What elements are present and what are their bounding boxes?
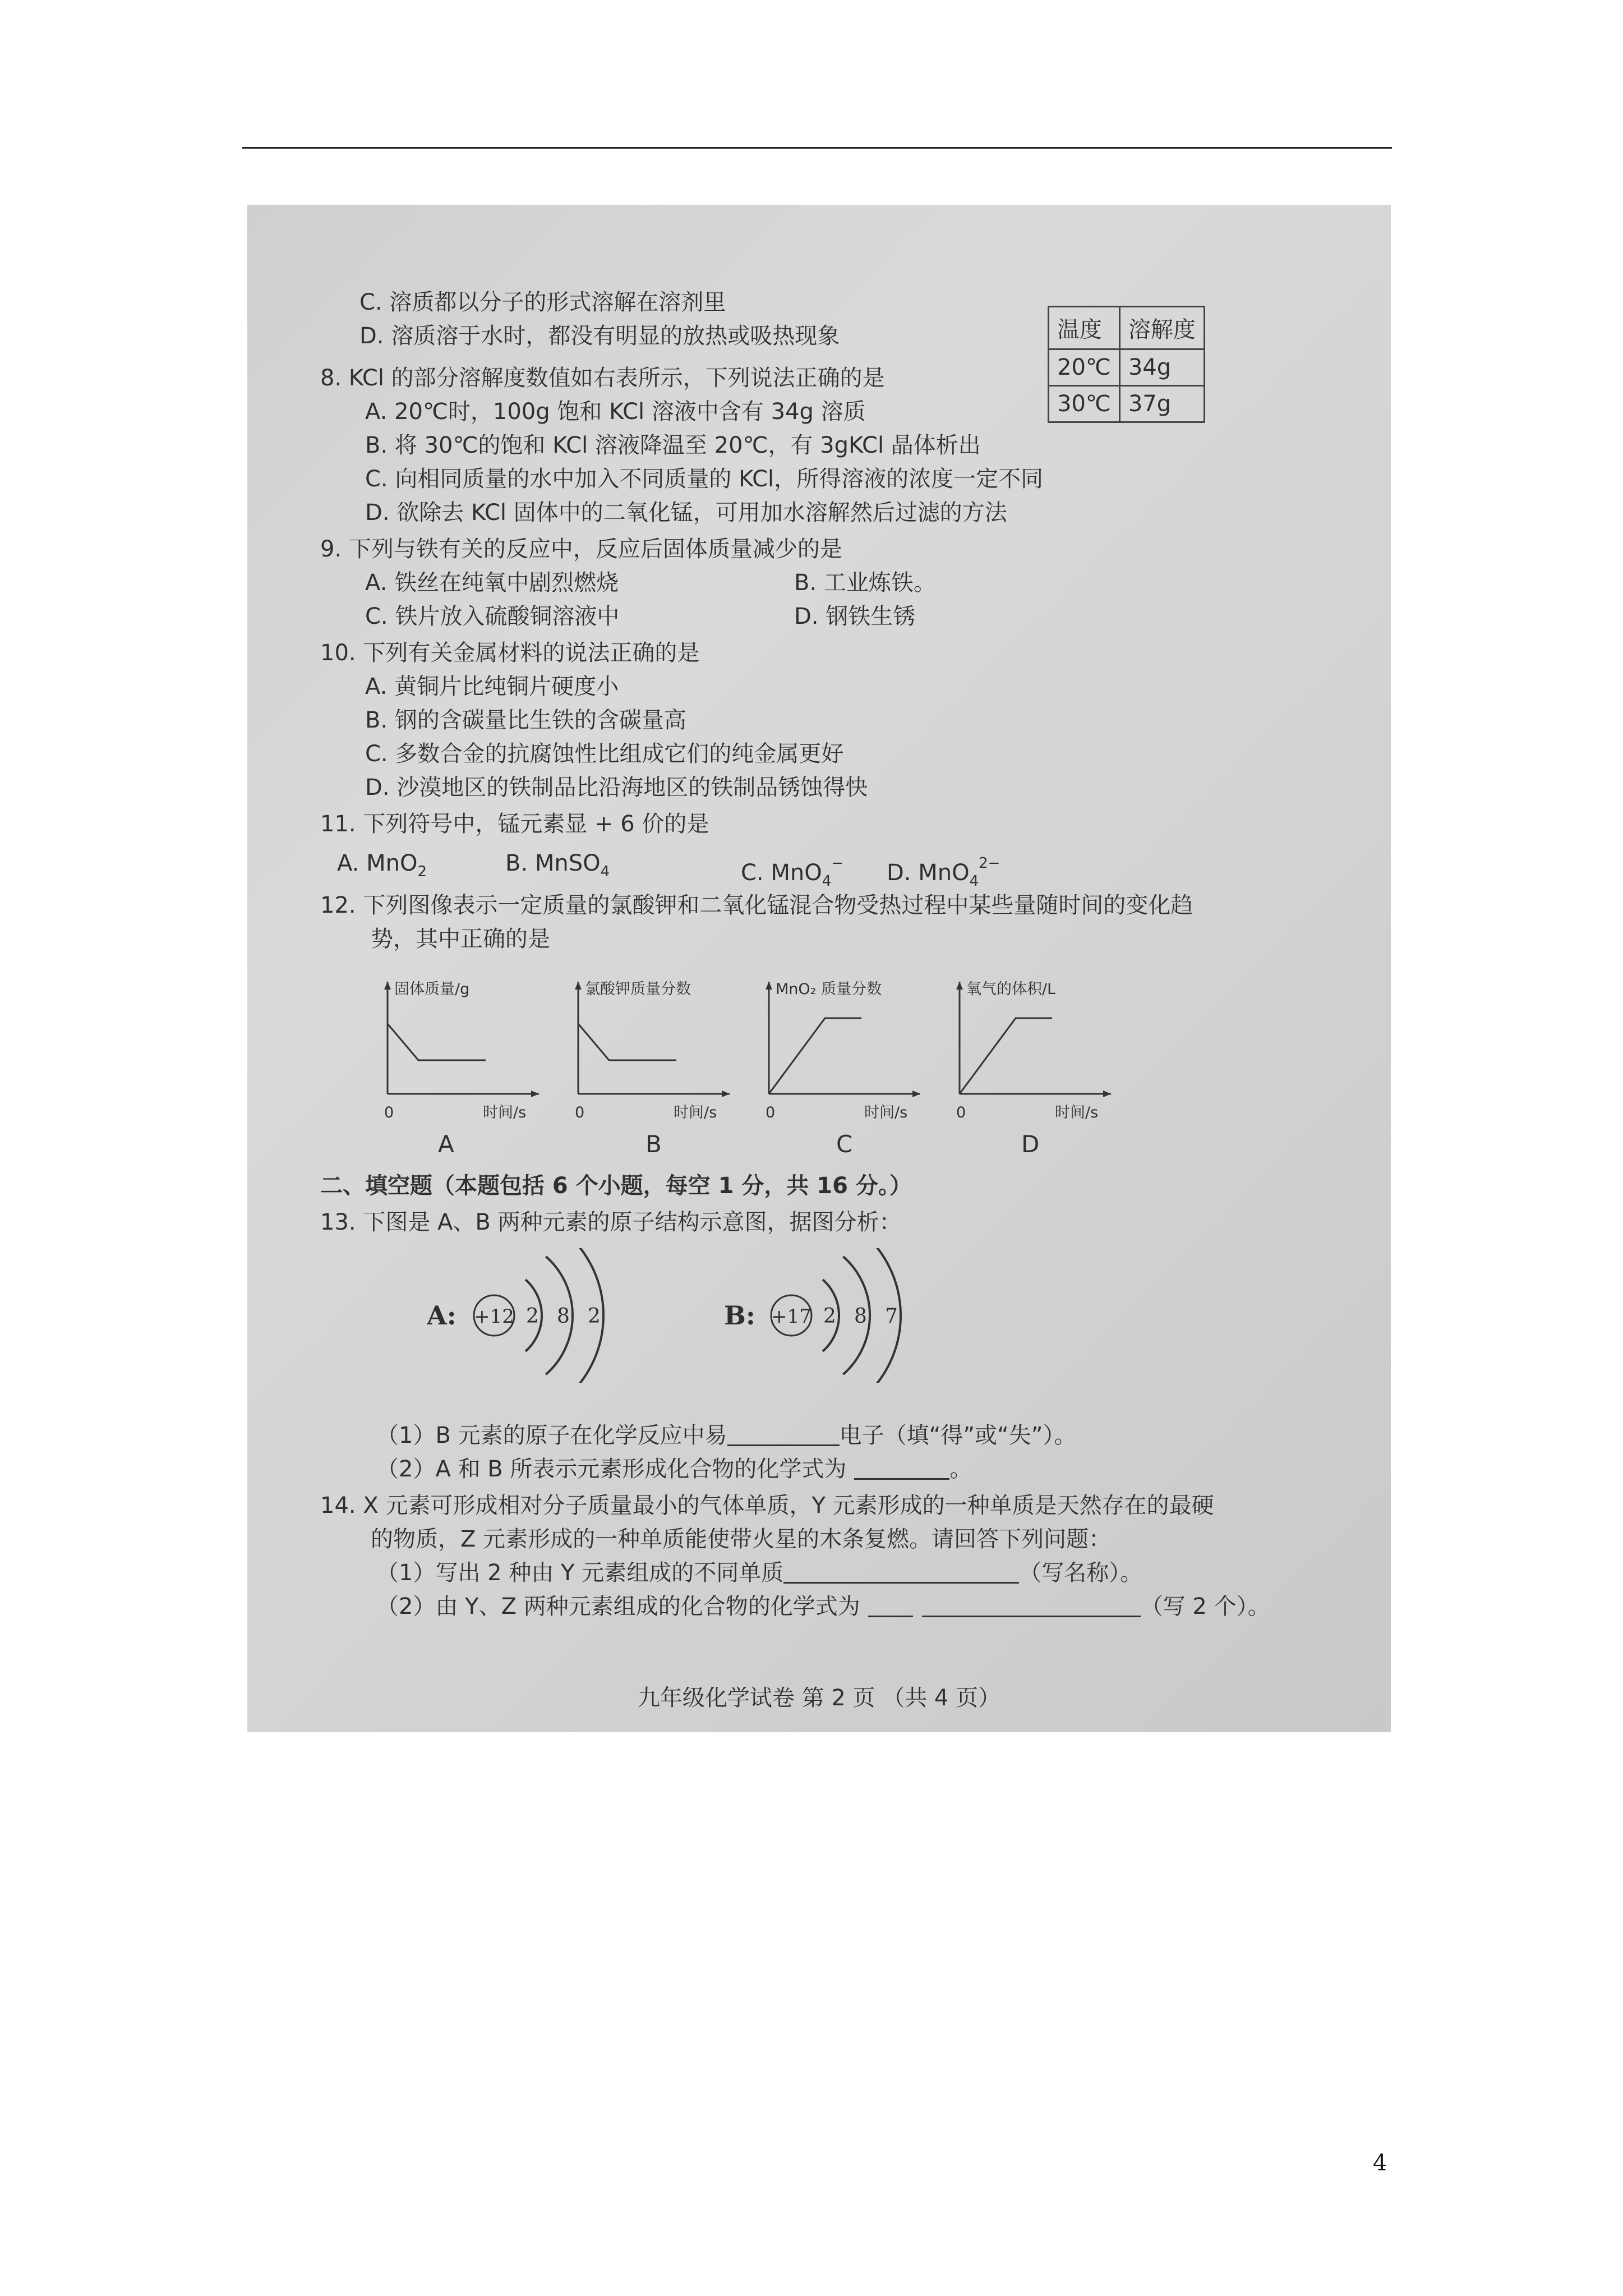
x-axis-arrow	[722, 1091, 730, 1097]
shell-electron-count: 2	[526, 1305, 539, 1328]
table-cell: 37g	[1119, 386, 1204, 422]
atom-label: A:	[427, 1300, 457, 1331]
q9-stem: 9. 下列与铁有关的反应中，反应后固体质量减少的是	[320, 536, 842, 562]
origin-label: 0	[956, 1104, 966, 1121]
q7-option-c: C. 溶质都以分子的形式溶解在溶剂里	[359, 289, 726, 315]
kcl-solubility-table	[1048, 306, 1205, 423]
table-cell: 20℃	[1049, 349, 1120, 386]
q14-stem-2: 的物质，Z 元素形成的一种单质能使带火星的木条复燃。请回答下列问题：	[371, 1526, 1112, 1552]
q11-c-text: C. MnO	[741, 860, 822, 886]
q12-stem-1: 12. 下列图像表示一定质量的氯酸钾和二氧化锰混合物受热过程中某些量随时间的变化趋	[320, 892, 1193, 918]
q11-option-c	[741, 850, 843, 895]
q14-part2-blank-1[interactable]	[868, 1593, 913, 1617]
table-row	[1049, 386, 1205, 422]
y-axis-label: 氧气的体积/L	[966, 981, 1056, 998]
q11-d-sub: 4	[969, 873, 979, 890]
q11-a-text: A. MnO	[337, 850, 418, 876]
y-axis-arrow	[766, 982, 772, 990]
origin-label: 0	[384, 1104, 394, 1121]
q14-part1	[376, 1559, 1142, 1586]
q9-option-b: B. 工业炼铁。	[794, 570, 936, 596]
exam-page-photo	[247, 205, 1391, 1732]
atom-svg	[427, 1248, 662, 1383]
y-axis-arrow	[575, 982, 582, 990]
q11-c-sub: 4	[822, 873, 832, 890]
atom-svg	[724, 1248, 960, 1383]
q14-part2-blank-2[interactable]	[922, 1593, 1141, 1617]
q14-part1-blank[interactable]	[783, 1559, 1019, 1584]
q8-stem: 8. KCl 的部分溶解度数值如右表所示，下列说法正确的是	[320, 365, 885, 391]
x-axis-label: 时间/s	[1055, 1104, 1099, 1121]
shell-electron-count: 2	[823, 1305, 836, 1328]
q13-part1	[376, 1422, 1077, 1449]
shell-electron-count: 8	[557, 1305, 570, 1328]
chart-d-letter: D	[1021, 1130, 1040, 1158]
header-rule	[242, 147, 1392, 149]
y-axis-label: 固体质量/g	[394, 981, 470, 998]
q8-option-a: A. 20℃时，100g 饱和 KCl 溶液中含有 34g 溶质	[365, 399, 866, 425]
q13-part2-text: （2）A 和 B 所表示元素形成化合物的化学式为	[376, 1456, 847, 1482]
y-axis-label: MnO₂ 质量分数	[776, 981, 882, 998]
section-fill-in-title: 二、填空题（本题包括 6 个小题，每空 1 分，共 16 分。）	[320, 1173, 912, 1199]
series-line	[578, 1024, 676, 1060]
q13-part1-blank[interactable]	[727, 1422, 840, 1446]
q11-b-text: B. MnSO	[505, 850, 601, 876]
shell-electron-count: 7	[885, 1305, 898, 1328]
x-axis-arrow	[912, 1091, 920, 1097]
q14-stem-1: 14. X 元素可形成相对分子质量最小的气体单质，Y 元素形成的一种单质是天然存在的最硬	[320, 1493, 1214, 1519]
q10-option-c: C. 多数合金的抗腐蚀性比组成它们的纯金属更好	[365, 741, 844, 767]
q11-option-b	[505, 850, 610, 885]
chart-a	[376, 965, 545, 1128]
q11-a-sub: 2	[417, 863, 427, 880]
nucleus-charge: +12	[474, 1305, 514, 1328]
q11-d-text: D. MnO	[887, 860, 970, 886]
q9-option-d: D. 钢铁生锈	[794, 604, 916, 629]
chart-b	[567, 965, 735, 1128]
q11-d-sup: 2−	[979, 855, 1000, 872]
chart-c	[758, 965, 926, 1128]
origin-label: 0	[766, 1104, 776, 1121]
q13-part2-blank[interactable]	[854, 1456, 949, 1480]
table-cell: 34g	[1119, 349, 1204, 386]
q14-part1-text: （1）写出 2 种由 Y 元素组成的不同单质	[376, 1560, 784, 1586]
chart-b-letter: B	[645, 1130, 662, 1158]
q10-stem: 10. 下列有关金属材料的说法正确的是	[320, 640, 700, 666]
chart-d	[948, 965, 1117, 1128]
x-axis-label: 时间/s	[864, 1104, 908, 1121]
exam-footer: 九年级化学试卷 第 2 页 （共 4 页）	[637, 1685, 1001, 1711]
series-line	[769, 1018, 861, 1094]
series-line	[960, 1018, 1052, 1094]
shell-electron-count: 2	[588, 1305, 601, 1328]
q11-c-sup: −	[831, 855, 844, 872]
atom-a-diagram	[427, 1248, 662, 1383]
q10-option-b: B. 钢的含碳量比生铁的含碳量高	[365, 707, 686, 733]
x-axis-label: 时间/s	[674, 1104, 717, 1121]
q14-part1-suffix: （写名称）。	[1019, 1560, 1143, 1586]
q14-part2-suffix: （写 2 个）。	[1140, 1594, 1270, 1619]
q8-option-b: B. 将 30℃的饱和 KCl 溶液降温至 20℃，有 3gKCl 晶体析出	[365, 432, 981, 458]
q10-option-a: A. 黄铜片比纯铜片硬度小	[365, 674, 619, 700]
table-header-temp: 温度	[1049, 307, 1120, 349]
y-axis-arrow	[956, 982, 963, 990]
q13-part2	[376, 1456, 972, 1483]
atom-b-diagram	[724, 1248, 960, 1383]
chart-a-letter: A	[438, 1130, 454, 1158]
q9-option-a: A. 铁丝在纯氧中剧烈燃烧	[365, 570, 619, 596]
series-line	[388, 1024, 486, 1060]
q13-part1-suffix: 电子（填“得”或“失”）。	[839, 1423, 1077, 1448]
y-axis-arrow	[384, 982, 391, 990]
q8-option-c: C. 向相同质量的水中加入不同质量的 KCl，所得溶液的浓度一定不同	[365, 466, 1044, 492]
table-header-solubility: 溶解度	[1119, 307, 1204, 349]
shell-electron-count: 8	[854, 1305, 867, 1328]
atom-label: B:	[724, 1300, 755, 1331]
q9-option-c: C. 铁片放入硫酸铜溶液中	[365, 604, 620, 629]
q11-option-a	[337, 850, 427, 885]
q13-stem: 13. 下图是 A、B 两种元素的原子结构示意图，据图分析：	[320, 1209, 902, 1235]
chart-svg	[758, 965, 926, 1128]
q7-option-d: D. 溶质溶于水时，都没有明显的放热或吸热现象	[359, 323, 840, 349]
table-row	[1049, 349, 1205, 386]
q14-part2-text: （2）由 Y、Z 两种元素组成的化合物的化学式为	[376, 1594, 860, 1619]
q14-part2	[376, 1593, 1270, 1620]
chart-svg	[948, 965, 1117, 1128]
origin-label: 0	[575, 1104, 585, 1121]
q8-option-d: D. 欲除去 KCl 固体中的二氧化锰，可用加水溶解然后过滤的方法	[365, 500, 1007, 526]
q13-part1-text: （1）B 元素的原子在化学反应中易	[376, 1423, 727, 1448]
chart-c-letter: C	[836, 1130, 853, 1158]
nucleus-charge: +17	[771, 1305, 811, 1328]
q12-stem-2: 势，其中正确的是	[371, 926, 550, 952]
q13-part2-suffix: 。	[949, 1456, 972, 1482]
x-axis-arrow	[531, 1091, 539, 1097]
chart-svg	[376, 965, 545, 1128]
q11-option-d	[887, 850, 1000, 895]
chart-svg	[567, 965, 735, 1128]
y-axis-label: 氯酸钾质量分数	[585, 981, 691, 998]
x-axis-label: 时间/s	[483, 1104, 527, 1121]
x-axis-arrow	[1103, 1091, 1111, 1097]
q10-option-d: D. 沙漠地区的铁制品比沿海地区的铁制品锈蚀得快	[365, 775, 868, 800]
page-number: 4	[1373, 2150, 1387, 2176]
q11-stem: 11. 下列符号中，锰元素显 + 6 价的是	[320, 811, 709, 837]
q11-b-sub: 4	[600, 863, 610, 880]
table-cell: 30℃	[1049, 386, 1120, 422]
